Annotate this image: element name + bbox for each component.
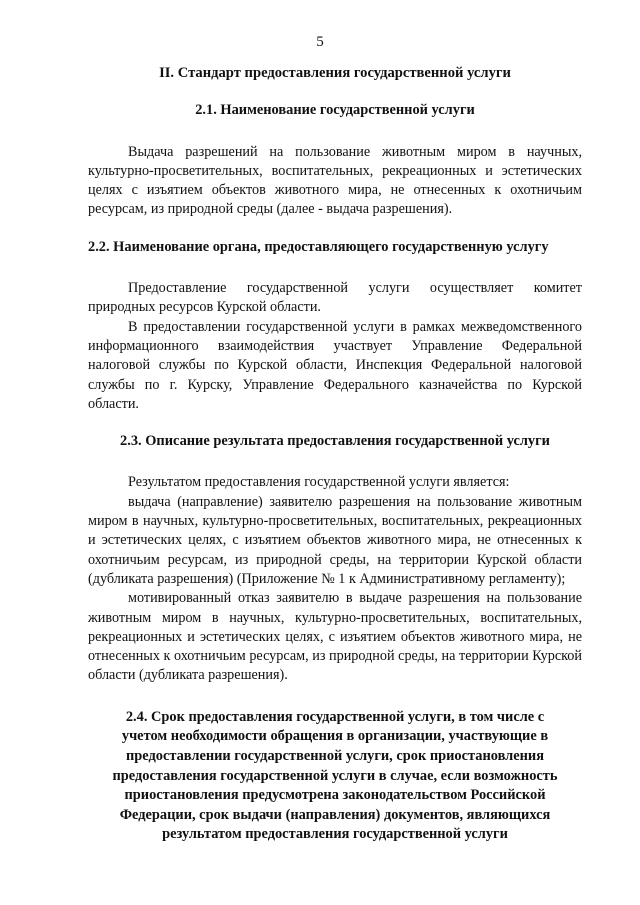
- paragraph-2-2-1: Предоставление государственной услуги осуществляет комитет природных ресурсов Курской области.: [88, 280, 582, 316]
- subsection-heading-2-1: 2.1. Наименование государственной услуги: [195, 102, 475, 119]
- document-body: [88, 58, 582, 845]
- page-number: 5: [316, 34, 324, 50]
- paragraph-2-1-1: Выдача разрешений на пользование животным миром в научных, культурно-просветительных, воспитательных, рекреационных и эстетических целях с изъятием объектов животного мира, не отнесенных к охотничьим ресурсам, из природной среды (далее - выдача разрешения).: [88, 143, 582, 218]
- subsection-heading-2-2: 2.2. Наименование органа, предоставляющего государственную услугу: [88, 238, 549, 255]
- subsection-heading-2-3: 2.3. Описание результата предоставления государственной услуги: [120, 433, 550, 450]
- section-title: II. Стандарт предоставления государственной услуги: [159, 65, 511, 81]
- paragraph-2-3-2: выдача (направление) заявителю разрешения на пользование животным миром в научных, культурно-просветительных, воспитательных, рекреационных и эстетических целях, с изъятием объектов животного мира, не отнесенных к охотничьим ресурсам, из природной среды, на территории Курской области (дубликата разрешения) (Приложение № 1 к Административному регламенту);: [88, 493, 582, 587]
- paragraph-2-3-3: мотивированный отказ заявителю в выдаче разрешения на пользование животным миром в научных, культурно-просветительных, воспитательных, рекреационных и эстетических целях, с изъятием объектов животного мира, не отнесенных к охотничьим ресурсам, из природной среды, на территории Курской области (дубликата разрешения).: [88, 590, 582, 684]
- paragraph-2-3-1: Результатом предоставления государственной услуги является:: [128, 474, 510, 491]
- paragraph-2-2-2: В предоставлении государственной услуги в рамках межведомственного информационного взаимодействия участвует Управление Федеральной налоговой службы по Курской области, Инспекция Федеральной налоговой службы по г. Курску, Управление Федерального казначейства по Курской области.: [88, 318, 582, 412]
- subsection-heading-2-4: 2.4. Срок предоставления государственной услуги, в том числе с учетом необходимости обращения в организации, участвующие в предоставлении государственной услуги, срок приостановления предоставления государственной услуги в случае, если возможность приостановления предусмотрена законодательством Российской Федерации, срок выдачи (направления) документов, являющихся результатом предоставления государственной услуги: [112, 708, 558, 843]
